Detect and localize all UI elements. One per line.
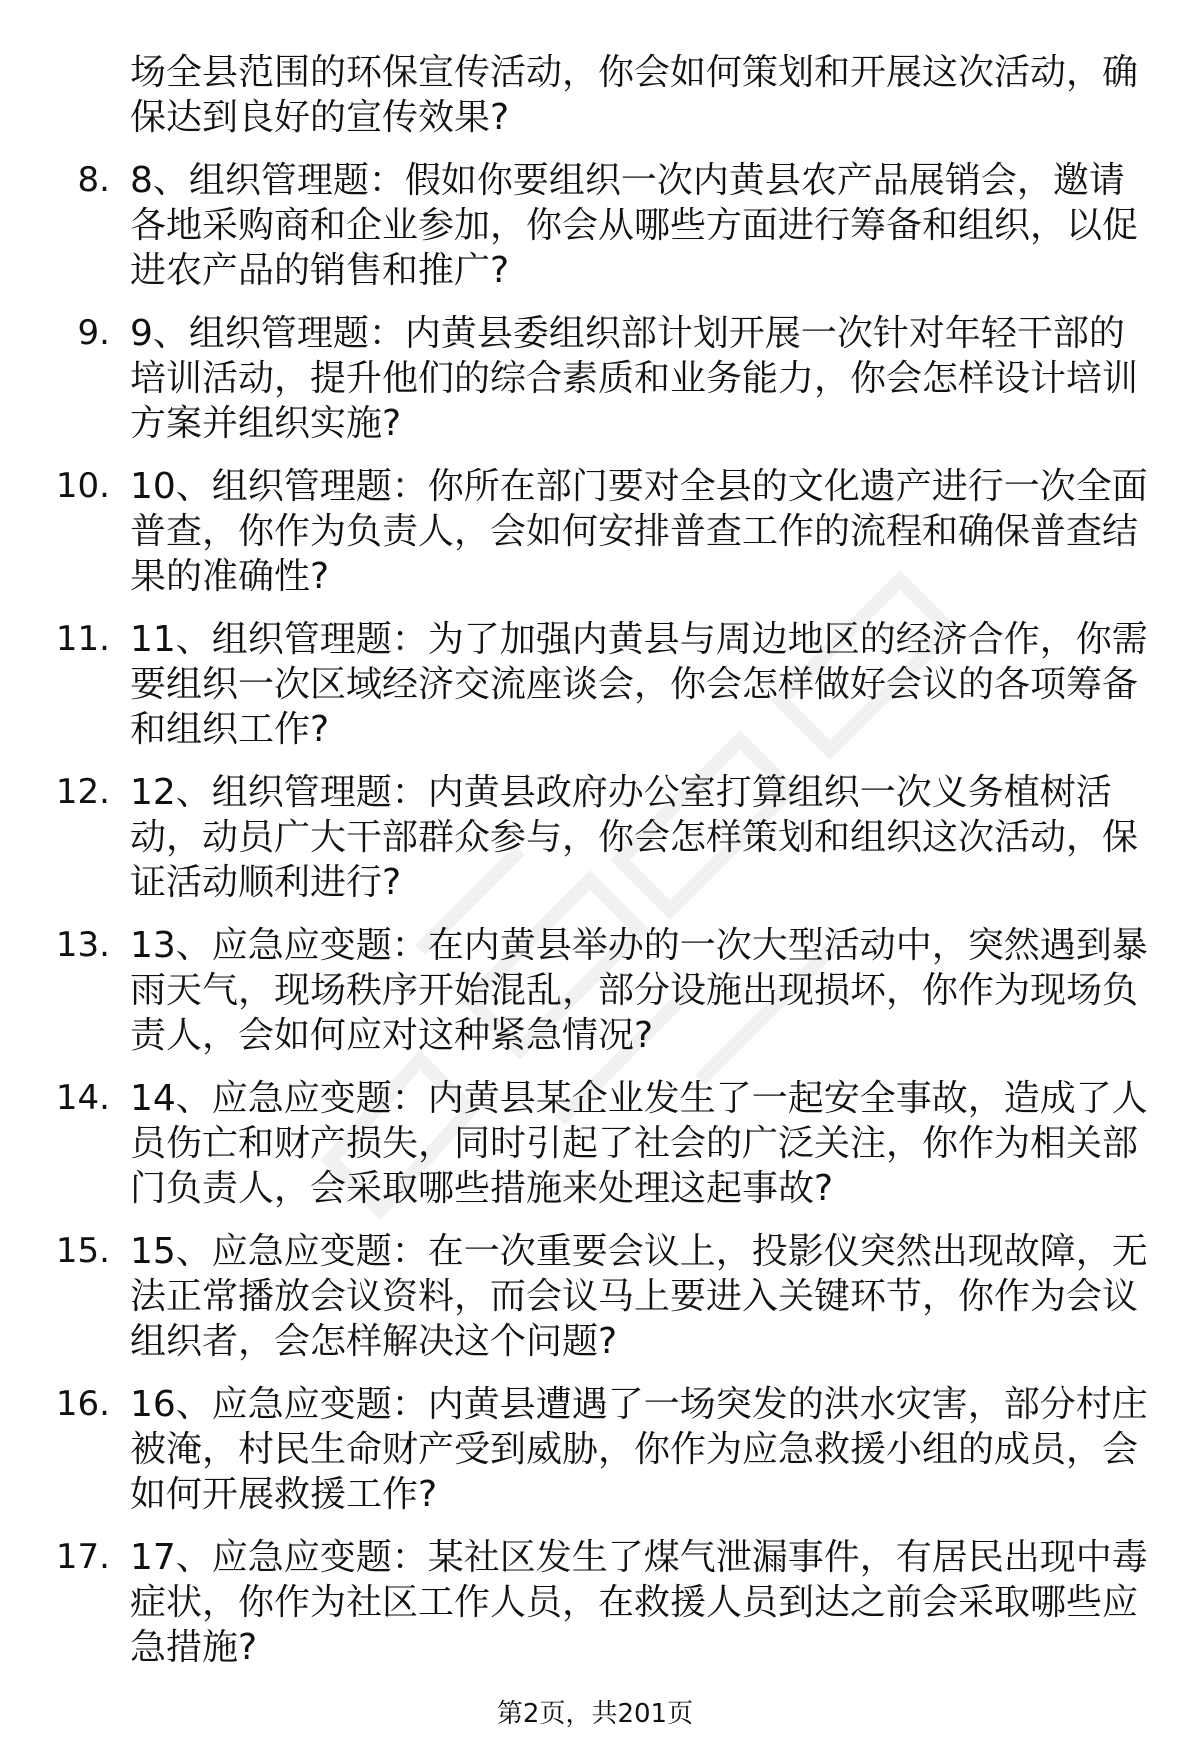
question-text: 14、应急应变题：内黄县某企业发生了一起安全事故，造成了人员伤亡和财产损失，同时引起了社会的广泛关注，你作为相关部门负责人，会采取哪些措施来处理这起事故? (130, 1078, 1148, 1209)
question-item (0, 617, 1190, 752)
question-text: 12、组织管理题：内黄县政府办公室打算组织一次义务植树活动，动员广大干部群众参与，你会怎样策划和组织这次活动，保证活动顺利进行? (130, 772, 1139, 903)
page-footer (0, 1698, 1190, 1730)
question-item (0, 1076, 1190, 1211)
question-item (0, 1229, 1190, 1364)
question-text: 15、应急应变题：在一次重要会议上，投影仪突然出现故障，无法正常播放会议资料，而会议马上要进入关键环节，你作为会议组织者，会怎样解决这个问题? (130, 1231, 1148, 1362)
question-number: 14. (55, 1078, 110, 1118)
page-number-label: 第2页，共201页 (496, 1699, 694, 1729)
question-text: 8、组织管理题：假如你要组织一次内黄县农产品展销会，邀请各地采购商和企业参加，你会从哪些方面进行筹备和组织，以促进农产品的销售和推广? (130, 160, 1139, 291)
question-number: 10. (55, 466, 110, 506)
question-item (0, 1535, 1190, 1670)
question-number: 9. (77, 313, 110, 353)
question-number: 12. (55, 772, 110, 812)
question-number: 15. (55, 1231, 110, 1271)
question-item (0, 464, 1190, 599)
question-number: 8. (77, 160, 110, 200)
continuation-text: 场全县范围的环保宣传活动，你会如何策划和开展这次活动，确保达到良好的宣传效果? (130, 52, 1139, 138)
question-text: 11、组织管理题：为了加强内黄县与周边地区的经济合作，你需要组织一次区域经济交流座谈会，你会怎样做好会议的各项筹备和组织工作? (130, 619, 1148, 750)
question-text: 10、组织管理题：你所在部门要对全县的文化遗产进行一次全面普查，你作为负责人，会如何安排普查工作的流程和确保普查结果的准确性? (130, 466, 1148, 597)
question-list (0, 158, 1190, 1688)
question-text: 13、应急应变题：在内黄县举办的一次大型活动中，突然遇到暴雨天气，现场秩序开始混乱，部分设施出现损坏，你作为现场负责人，会如何应对这种紧急情况? (130, 925, 1148, 1056)
question-item (0, 1382, 1190, 1517)
question-item (0, 770, 1190, 905)
question-number: 16. (55, 1384, 110, 1424)
question-item (0, 311, 1190, 446)
question-text: 17、应急应变题：某社区发生了煤气泄漏事件，有居民出现中毒症状，你作为社区工作人员，在救援人员到达之前会采取哪些应急措施? (130, 1537, 1148, 1668)
question-item (0, 923, 1190, 1058)
question-number: 11. (55, 619, 110, 659)
question-text: 16、应急应变题：内黄县遭遇了一场突发的洪水灾害，部分村庄被淹，村民生命财产受到威胁，你作为应急救援小组的成员，会如何开展救援工作? (130, 1384, 1148, 1515)
question-number: 13. (55, 925, 110, 965)
question-number: 17. (55, 1537, 110, 1577)
question-item (0, 158, 1190, 293)
question-text: 9、组织管理题：内黄县委组织部计划开展一次针对年轻干部的培训活动，提升他们的综合素质和业务能力，你会怎样设计培训方案并组织实施? (130, 313, 1139, 444)
